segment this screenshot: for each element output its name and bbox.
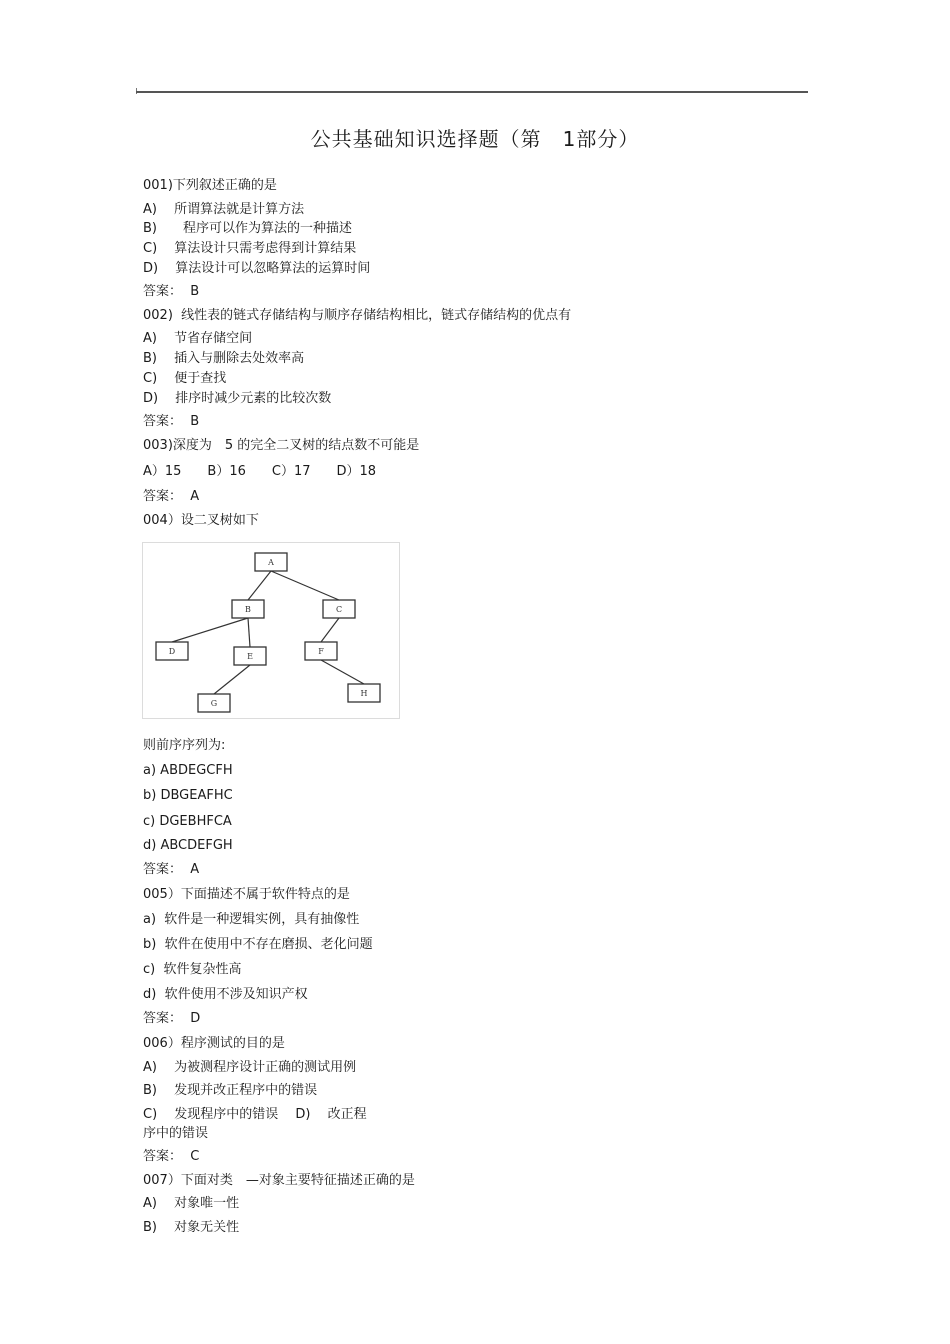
option-continued: 序中的错误 bbox=[143, 1126, 209, 1141]
tree-node-b bbox=[232, 600, 264, 618]
option: A）15 B）16 C）17 D）18 bbox=[143, 464, 377, 479]
tree-edge-e-g bbox=[214, 665, 250, 694]
tree-node-label: E bbox=[247, 652, 253, 661]
figure-followup: 则前序序列为: bbox=[143, 738, 226, 753]
option: c) 软件复杂性高 bbox=[143, 962, 242, 977]
tree-node-d bbox=[156, 642, 188, 660]
option: D) 排序时减少元素的比较次数 bbox=[143, 391, 332, 406]
question-stem: 006）程序测试的目的是 bbox=[143, 1036, 285, 1051]
tree-edge-b-d bbox=[172, 618, 248, 642]
option: B) 对象无关性 bbox=[143, 1220, 240, 1235]
answer: 答案： A bbox=[143, 489, 200, 504]
page-title: 公共基础知识选择题（第 1部分） bbox=[310, 127, 640, 151]
answer: 答案： D bbox=[143, 1011, 201, 1026]
tree-node-label: F bbox=[318, 647, 324, 656]
question-stem: 002) 线性表的链式存储结构与顺序存储结构相比，链式存储结构的优点有 bbox=[143, 308, 572, 323]
tree-node-label: D bbox=[168, 647, 176, 656]
option: B) 插入与删除去处效率高 bbox=[143, 351, 305, 366]
tree-node-e bbox=[234, 647, 266, 665]
option: C) 发现程序中的错误 D) 改正程 bbox=[143, 1107, 367, 1122]
option: a) 软件是一种逻辑实例，具有抽像性 bbox=[143, 912, 360, 927]
answer: 答案： B bbox=[143, 414, 200, 429]
answer: 答案： B bbox=[143, 284, 200, 299]
tree-node-c bbox=[323, 600, 355, 618]
option: A) 为被测程序设计正确的测试用例 bbox=[143, 1060, 357, 1075]
answer: 答案： C bbox=[143, 1149, 200, 1164]
option: d) ABCDEFGH bbox=[143, 838, 233, 853]
tree-edge-b-e bbox=[248, 618, 250, 647]
option: b) DBGEAFHC bbox=[143, 788, 233, 803]
option: B) 发现并改正程序中的错误 bbox=[143, 1083, 318, 1098]
tree-node-f bbox=[305, 642, 337, 660]
tree-edge-c-f bbox=[321, 618, 339, 642]
binary-tree-figure bbox=[142, 542, 400, 719]
tree-node-a bbox=[255, 553, 287, 571]
tree-edge-a-b bbox=[248, 571, 271, 600]
option: C) 便于查找 bbox=[143, 371, 227, 386]
binary-tree-svg bbox=[143, 543, 399, 718]
option: A) 节省存储空间 bbox=[143, 331, 253, 346]
tree-node-h bbox=[348, 684, 380, 702]
option: b) 软件在使用中不存在磨损、老化问题 bbox=[143, 937, 373, 952]
question-stem: 005）下面描述不属于软件特点的是 bbox=[143, 887, 350, 902]
question-stem: 001)下列叙述正确的是 bbox=[143, 178, 277, 193]
option: a) ABDEGCFH bbox=[143, 763, 233, 778]
tree-node-g bbox=[198, 694, 230, 712]
tree-node-label: C bbox=[335, 605, 343, 614]
tree-node-label: G bbox=[210, 699, 218, 708]
option: B) 程序可以作为算法的一种描述 bbox=[143, 221, 352, 236]
tree-node-label: A bbox=[268, 558, 274, 567]
answer: 答案： A bbox=[143, 862, 200, 877]
option: A) 所谓算法就是计算方法 bbox=[143, 202, 305, 217]
question-stem: 003)深度为 5 的完全二叉树的结点数不可能是 bbox=[143, 438, 420, 453]
option: A) 对象唯一性 bbox=[143, 1196, 240, 1211]
tree-node-label: H bbox=[360, 689, 368, 698]
question-stem: 007）下面对类 —对象主要特征描述正确的是 bbox=[143, 1173, 415, 1188]
option: d) 软件使用不涉及知识产权 bbox=[143, 987, 308, 1002]
option: D) 算法设计可以忽略算法的运算时间 bbox=[143, 261, 371, 276]
tree-node-label: B bbox=[245, 605, 251, 614]
tree-edge-f-h bbox=[321, 660, 364, 684]
question-stem: 004）设二叉树如下 bbox=[143, 513, 259, 528]
header-rule bbox=[136, 91, 808, 93]
option: c) DGEBHFCA bbox=[143, 814, 232, 829]
tree-edge-a-c bbox=[271, 571, 339, 600]
option: C) 算法设计只需考虑得到计算结果 bbox=[143, 241, 357, 256]
